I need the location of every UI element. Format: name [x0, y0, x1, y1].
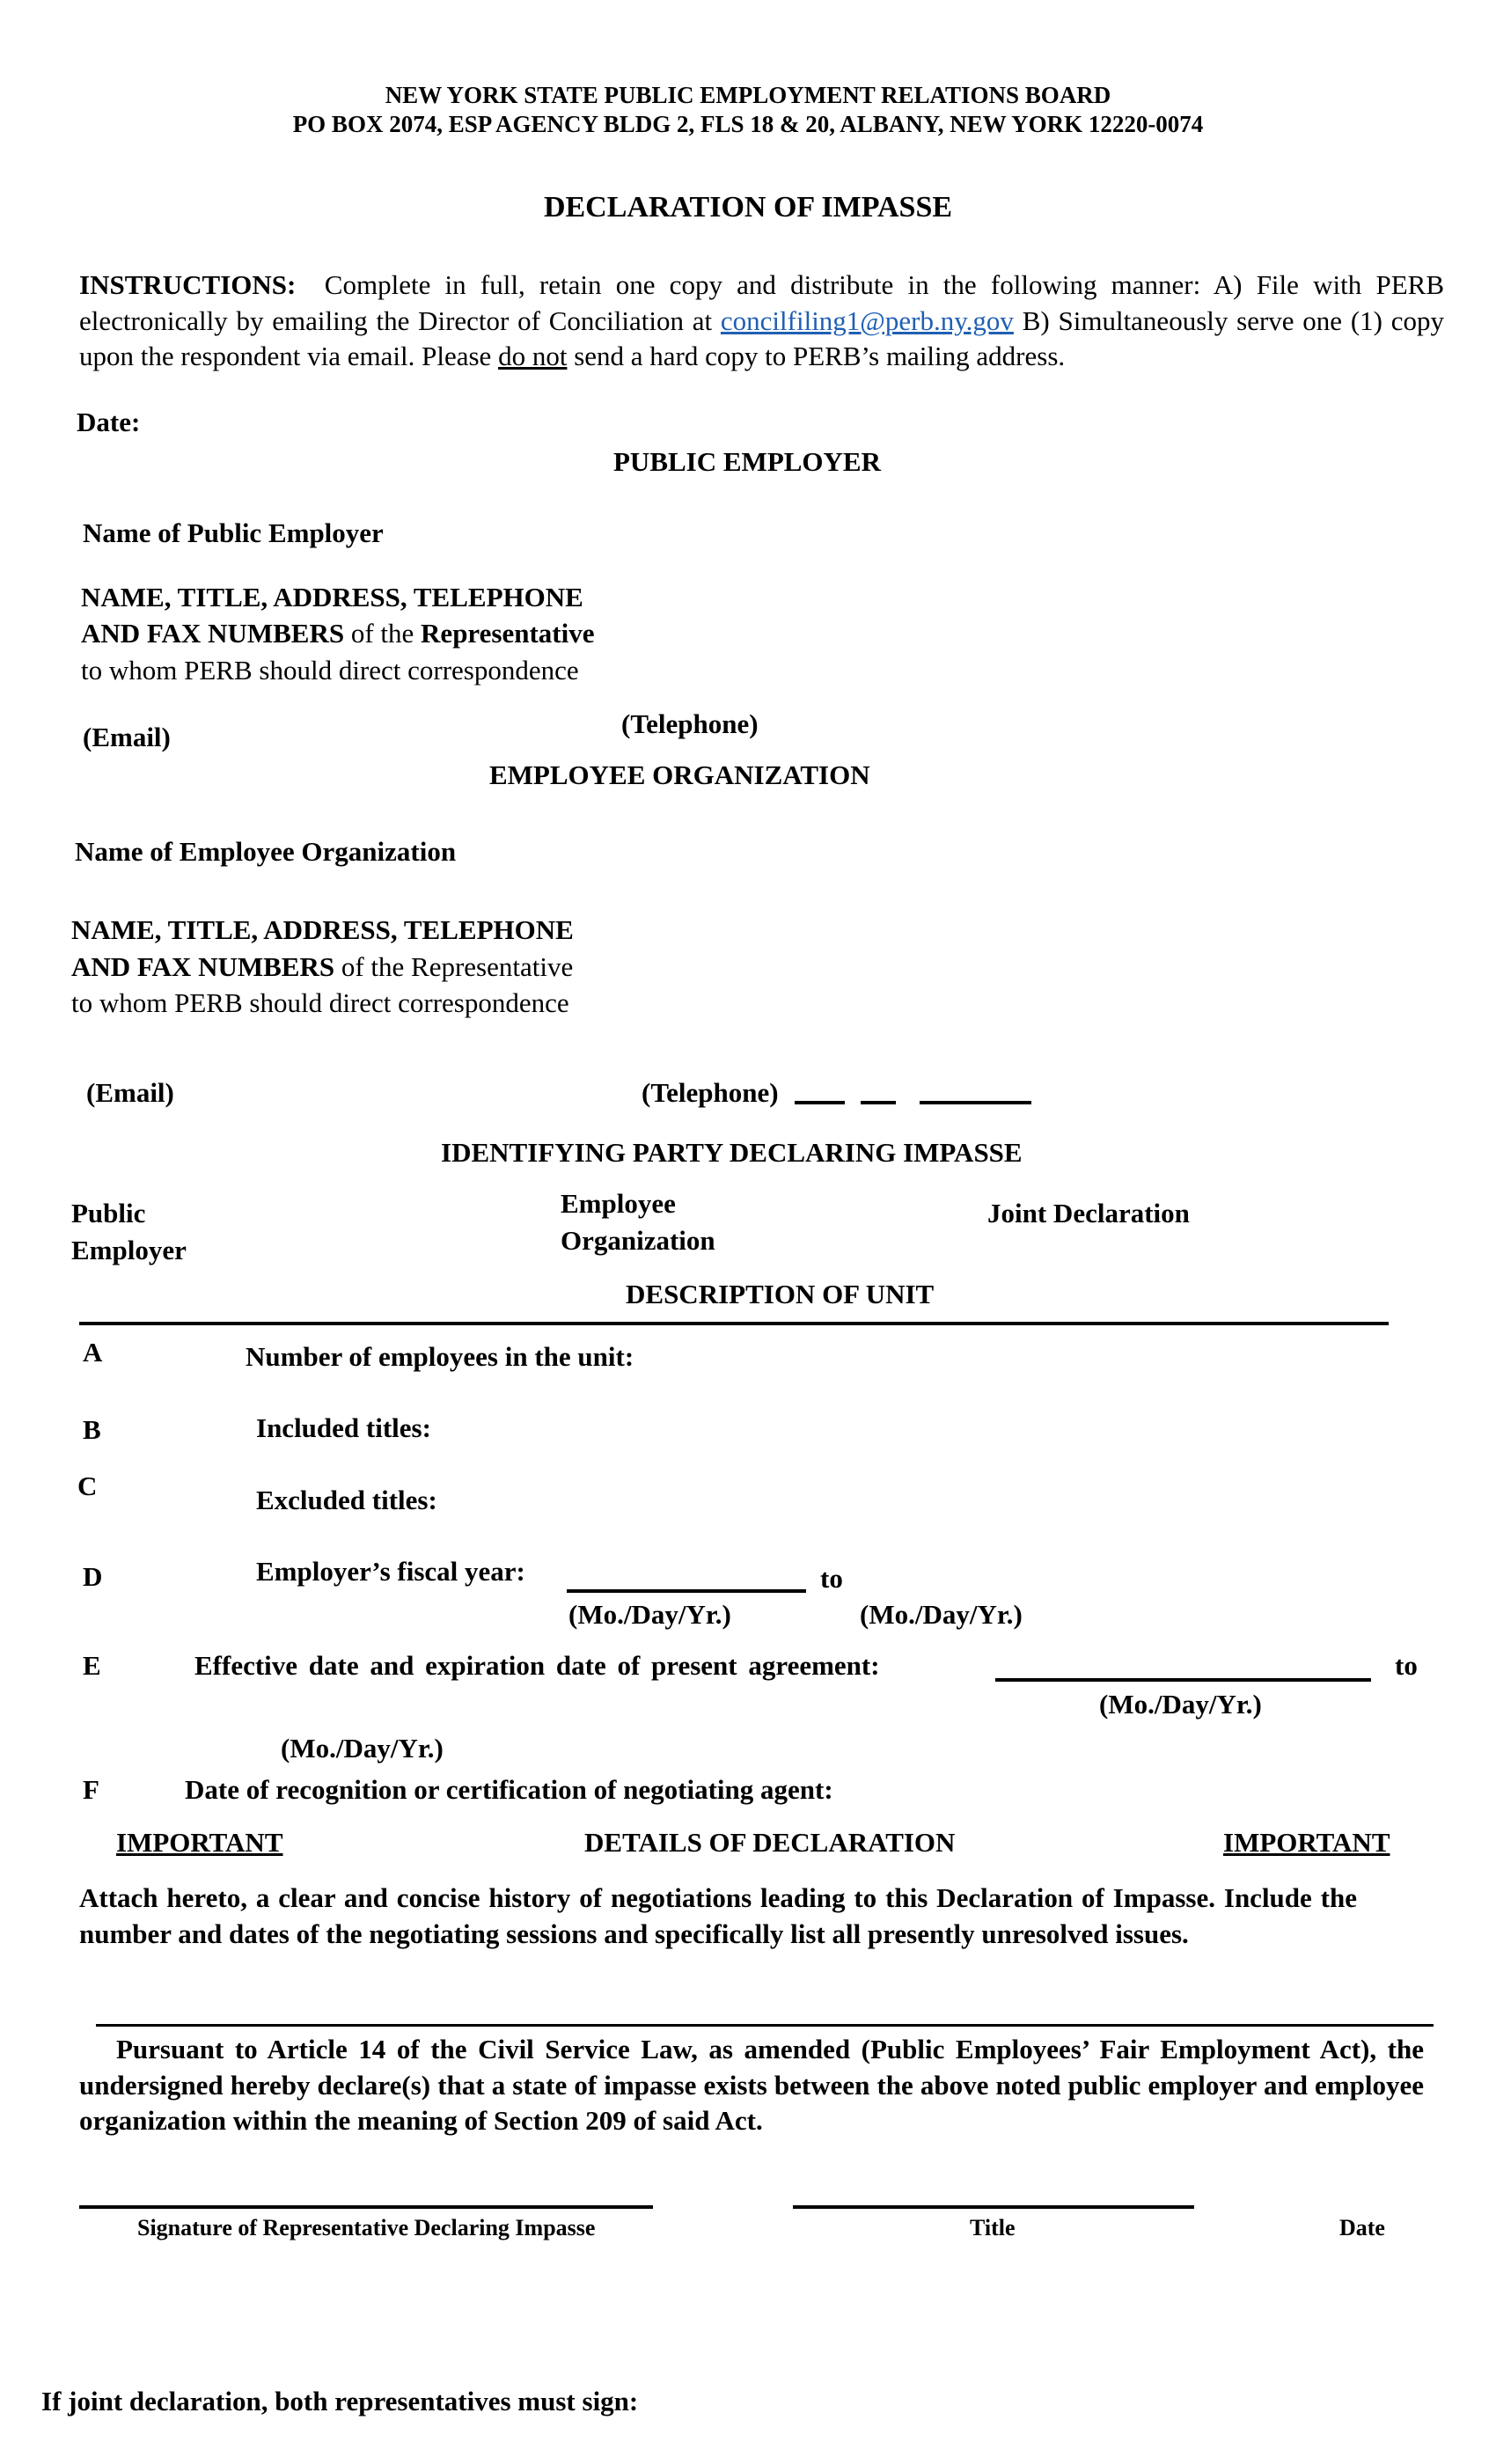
instructions-text-2: B) Simultaneously serve one (1) copy upon the respondent via email. Please	[79, 304, 1445, 371]
eo-rep-line3: to whom PERB should direct correspondence	[71, 987, 569, 1018]
eo-telephone-label: (Telephone)	[642, 1077, 779, 1108]
item-letter-d: D	[83, 1561, 103, 1592]
instructions-text: Complete in full, retain one copy and distribute in the following manner: A) File with PERB electronically by emailing the Director of Conciliation at	[79, 269, 1445, 336]
title-line[interactable]	[793, 2205, 1194, 2209]
public-employer-name-label: Name of Public Employer	[83, 517, 384, 548]
declaration-divider	[96, 2024, 1434, 2027]
fiscal-year-start-format: (Mo./Day/Yr.)	[568, 1599, 731, 1630]
agency-address: PO BOX 2074, ESP AGENCY BLDG 2, FLS 18 & 20, ALBANY, NEW YORK 12220-0074	[292, 111, 1204, 137]
pe-rep-line1: NAME, TITLE, ADDRESS, TELEPHONE	[81, 582, 583, 612]
eo-rep-line1: NAME, TITLE, ADDRESS, TELEPHONE	[71, 914, 574, 945]
item-letter-c: C	[77, 1470, 98, 1501]
item-label-e: Effective date and expiration date of present agreement:	[194, 1650, 880, 1681]
important-right: IMPORTANT	[1223, 1827, 1390, 1858]
fiscal-year-to: to	[820, 1563, 843, 1594]
telephone-number-blank[interactable]	[920, 1101, 1031, 1104]
date-label: Date:	[77, 407, 141, 437]
instructions	[79, 268, 1444, 375]
item-label-a: Number of employees in the unit:	[246, 1341, 634, 1372]
item-letter-e: E	[83, 1650, 101, 1681]
agency-name: NEW YORK STATE PUBLIC EMPLOYMENT RELATIONS BOARD	[385, 82, 1111, 108]
signature-label: Signature of Representative Declaring Impasse	[137, 2215, 596, 2240]
eo-rep-rest: of the Representative	[341, 951, 574, 982]
important-left: IMPORTANT	[116, 1827, 283, 1858]
details-heading: DETAILS OF DECLARATION	[584, 1827, 956, 1858]
pe-telephone-label: (Telephone)	[621, 708, 759, 739]
item-letter-a: A	[83, 1337, 103, 1368]
option-joint-declaration: Joint Declaration	[987, 1198, 1190, 1228]
option-employee-org-2: Organization	[561, 1225, 715, 1256]
conciliation-email-link[interactable]: concilfiling1@perb.ny.gov	[720, 304, 1014, 336]
details-instructions: Attach hereto, a clear and concise history of negotiations leading to this Declaration of Impasse. Include the number and dates of the negotiating sessions and specifically list all presently unresolved issues.	[79, 1882, 1357, 1949]
instructions-label: INSTRUCTIONS:	[79, 269, 297, 300]
employee-org-name-label: Name of Employee Organization	[75, 836, 457, 867]
option-public-employer-1: Public	[71, 1198, 146, 1228]
agreement-end-format: (Mo./Day/Yr.)	[281, 1733, 444, 1764]
item-label-d: Employer’s fiscal year:	[256, 1556, 525, 1587]
agreement-start-blank[interactable]	[995, 1678, 1371, 1682]
employee-org-heading: EMPLOYEE ORGANIZATION	[489, 759, 870, 790]
pe-rep-representative: Representative	[421, 618, 595, 649]
agreement-to: to	[1395, 1650, 1418, 1681]
title-label: Title	[970, 2215, 1016, 2240]
instructions-text-3: send a hard copy to PERB’s mailing address.	[574, 341, 1066, 371]
fiscal-year-start-blank[interactable]	[567, 1589, 806, 1593]
option-public-employer-2: Employer	[71, 1235, 187, 1265]
declaration-statement: Pursuant to Article 14 of the Civil Service Law, as amended (Public Employees’ Fair Employment Act), the undersigned hereby declare(s) that a state of impasse exists between the above noted public employer and employee organization within the meaning of Section 209 of said Act.	[79, 2034, 1424, 2136]
do-not-emphasis: do not	[498, 341, 568, 371]
fiscal-year-end-format: (Mo./Day/Yr.)	[860, 1599, 1023, 1630]
pe-rep-fax: AND FAX NUMBERS	[81, 618, 345, 649]
eo-rep-fax: AND FAX NUMBERS	[71, 951, 335, 982]
unit-heading: DESCRIPTION OF UNIT	[626, 1279, 935, 1309]
telephone-prefix-blank[interactable]	[861, 1101, 896, 1104]
pe-rep-of-the: of the	[350, 618, 414, 649]
identifying-heading: IDENTIFYING PARTY DECLARING IMPASSE	[441, 1137, 1023, 1168]
option-employee-org-1: Employee	[561, 1188, 676, 1219]
item-label-f: Date of recognition or certification of negotiating agent:	[185, 1774, 833, 1805]
public-employer-heading: PUBLIC EMPLOYER	[613, 446, 881, 477]
item-label-c: Excluded titles:	[256, 1485, 437, 1515]
item-label-b: Included titles:	[256, 1412, 431, 1443]
agreement-start-format: (Mo./Day/Yr.)	[1099, 1689, 1262, 1720]
signature-line[interactable]	[79, 2205, 653, 2209]
form-title: DECLARATION OF IMPASSE	[543, 191, 953, 224]
date-signed-label: Date	[1339, 2215, 1385, 2240]
item-letter-f: F	[83, 1774, 99, 1805]
item-letter-b: B	[83, 1414, 101, 1445]
telephone-area-code-blank[interactable]	[795, 1101, 845, 1104]
pe-rep-line3: to whom PERB should direct correspondence	[81, 655, 579, 686]
joint-signature-note: If joint declaration, both representatives must sign:	[41, 2386, 639, 2416]
pe-email-label: (Email)	[83, 722, 171, 752]
section-divider	[79, 1322, 1389, 1325]
eo-email-label: (Email)	[86, 1077, 174, 1108]
eo-rep-line2	[71, 950, 573, 985]
pe-rep-line2	[81, 616, 594, 651]
